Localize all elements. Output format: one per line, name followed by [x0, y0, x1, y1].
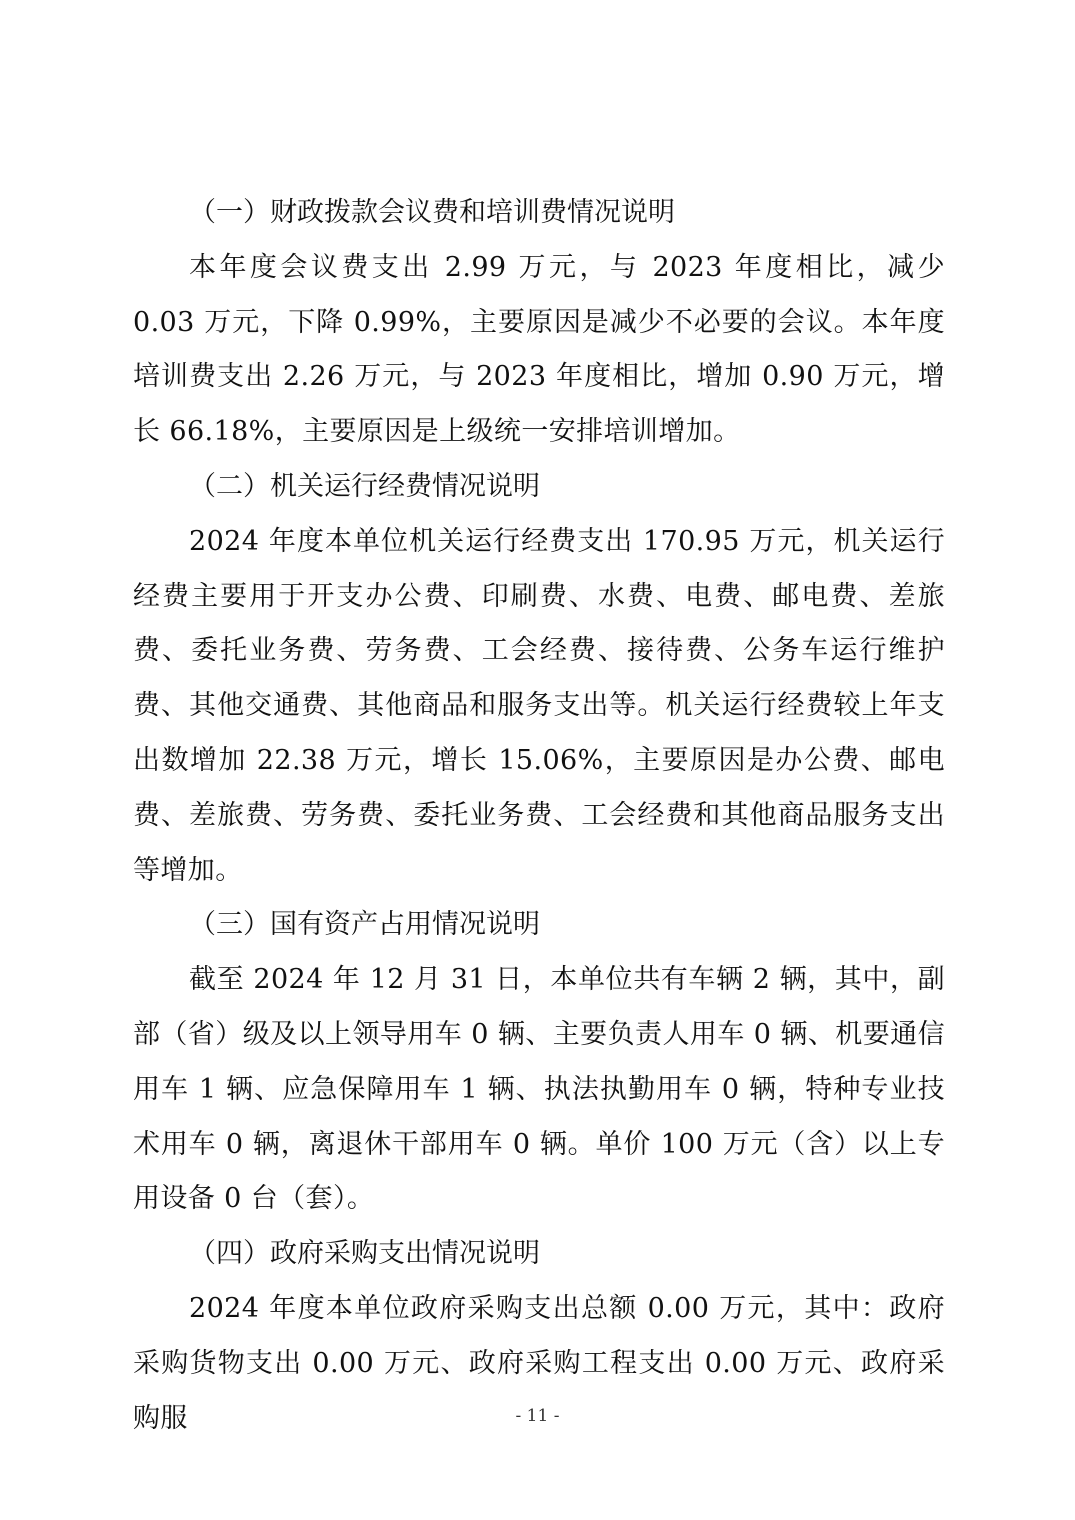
section-heading-state-assets: （三）国有资产占用情况说明 — [189, 909, 540, 941]
section-heading-meeting-training: （一）财政拨款会议费和培训费情况说明 — [189, 197, 675, 228]
section-heading-government-procurement: （四）政府采购支出情况说明 — [189, 1238, 540, 1270]
section-heading-operating-expenses: （二）机关运行经费情况说明 — [189, 470, 540, 502]
paragraph-state-assets: 截至 2024 年 12 月 31 日，本单位共有车辆 2 辆，其中，副部（省）级及以上领导用车 0 辆、主要负责人用车 0 辆、机要通信用车 1 辆、应急保障用车 1 辆、执法执勤用车 0 辆，特种专业技术用车 0 辆，离退休干部用车 0 辆。单价 100 万元（含）以上专用设备 0 台（套）。 — [133, 964, 945, 1215]
page-number: - 11 - — [515, 1406, 560, 1426]
paragraph-meeting-training: 本年度会议费支出 2.99 万元，与 2023 年度相比，减少 0.03 万元，下降 0.99%，主要原因是减少不必要的会议。本年度培训费支出 2.26 万元，与 2023 年度相比，增加 0.90 万元，增长 66.18%，主要原因是上级统一安排培训增加。 — [133, 251, 945, 448]
document-body — [133, 186, 945, 1446]
paragraph-government-procurement: 2024 年度本单位政府采购支出总额 0.00 万元，其中：政府采购货物支出 0.00 万元、政府采购工程支出 0.00 万元、政府采购服 — [133, 1292, 945, 1434]
paragraph-operating-expenses: 2024 年度本单位机关运行经费支出 170.95 万元，机关运行经费主要用于开支办公费、印刷费、水费、电费、邮电费、差旅费、委托业务费、劳务费、工会经费、接待费、公务车运行维护费、其他交通费、其他商品和服务支出等。机关运行经费较上年支出数增加 22.38 万元，增长 15.06%，主要原因是办公费、邮电费、差旅费、劳务费、委托业务费、工会经费和其他商品服务支出等增加。 — [133, 525, 945, 886]
